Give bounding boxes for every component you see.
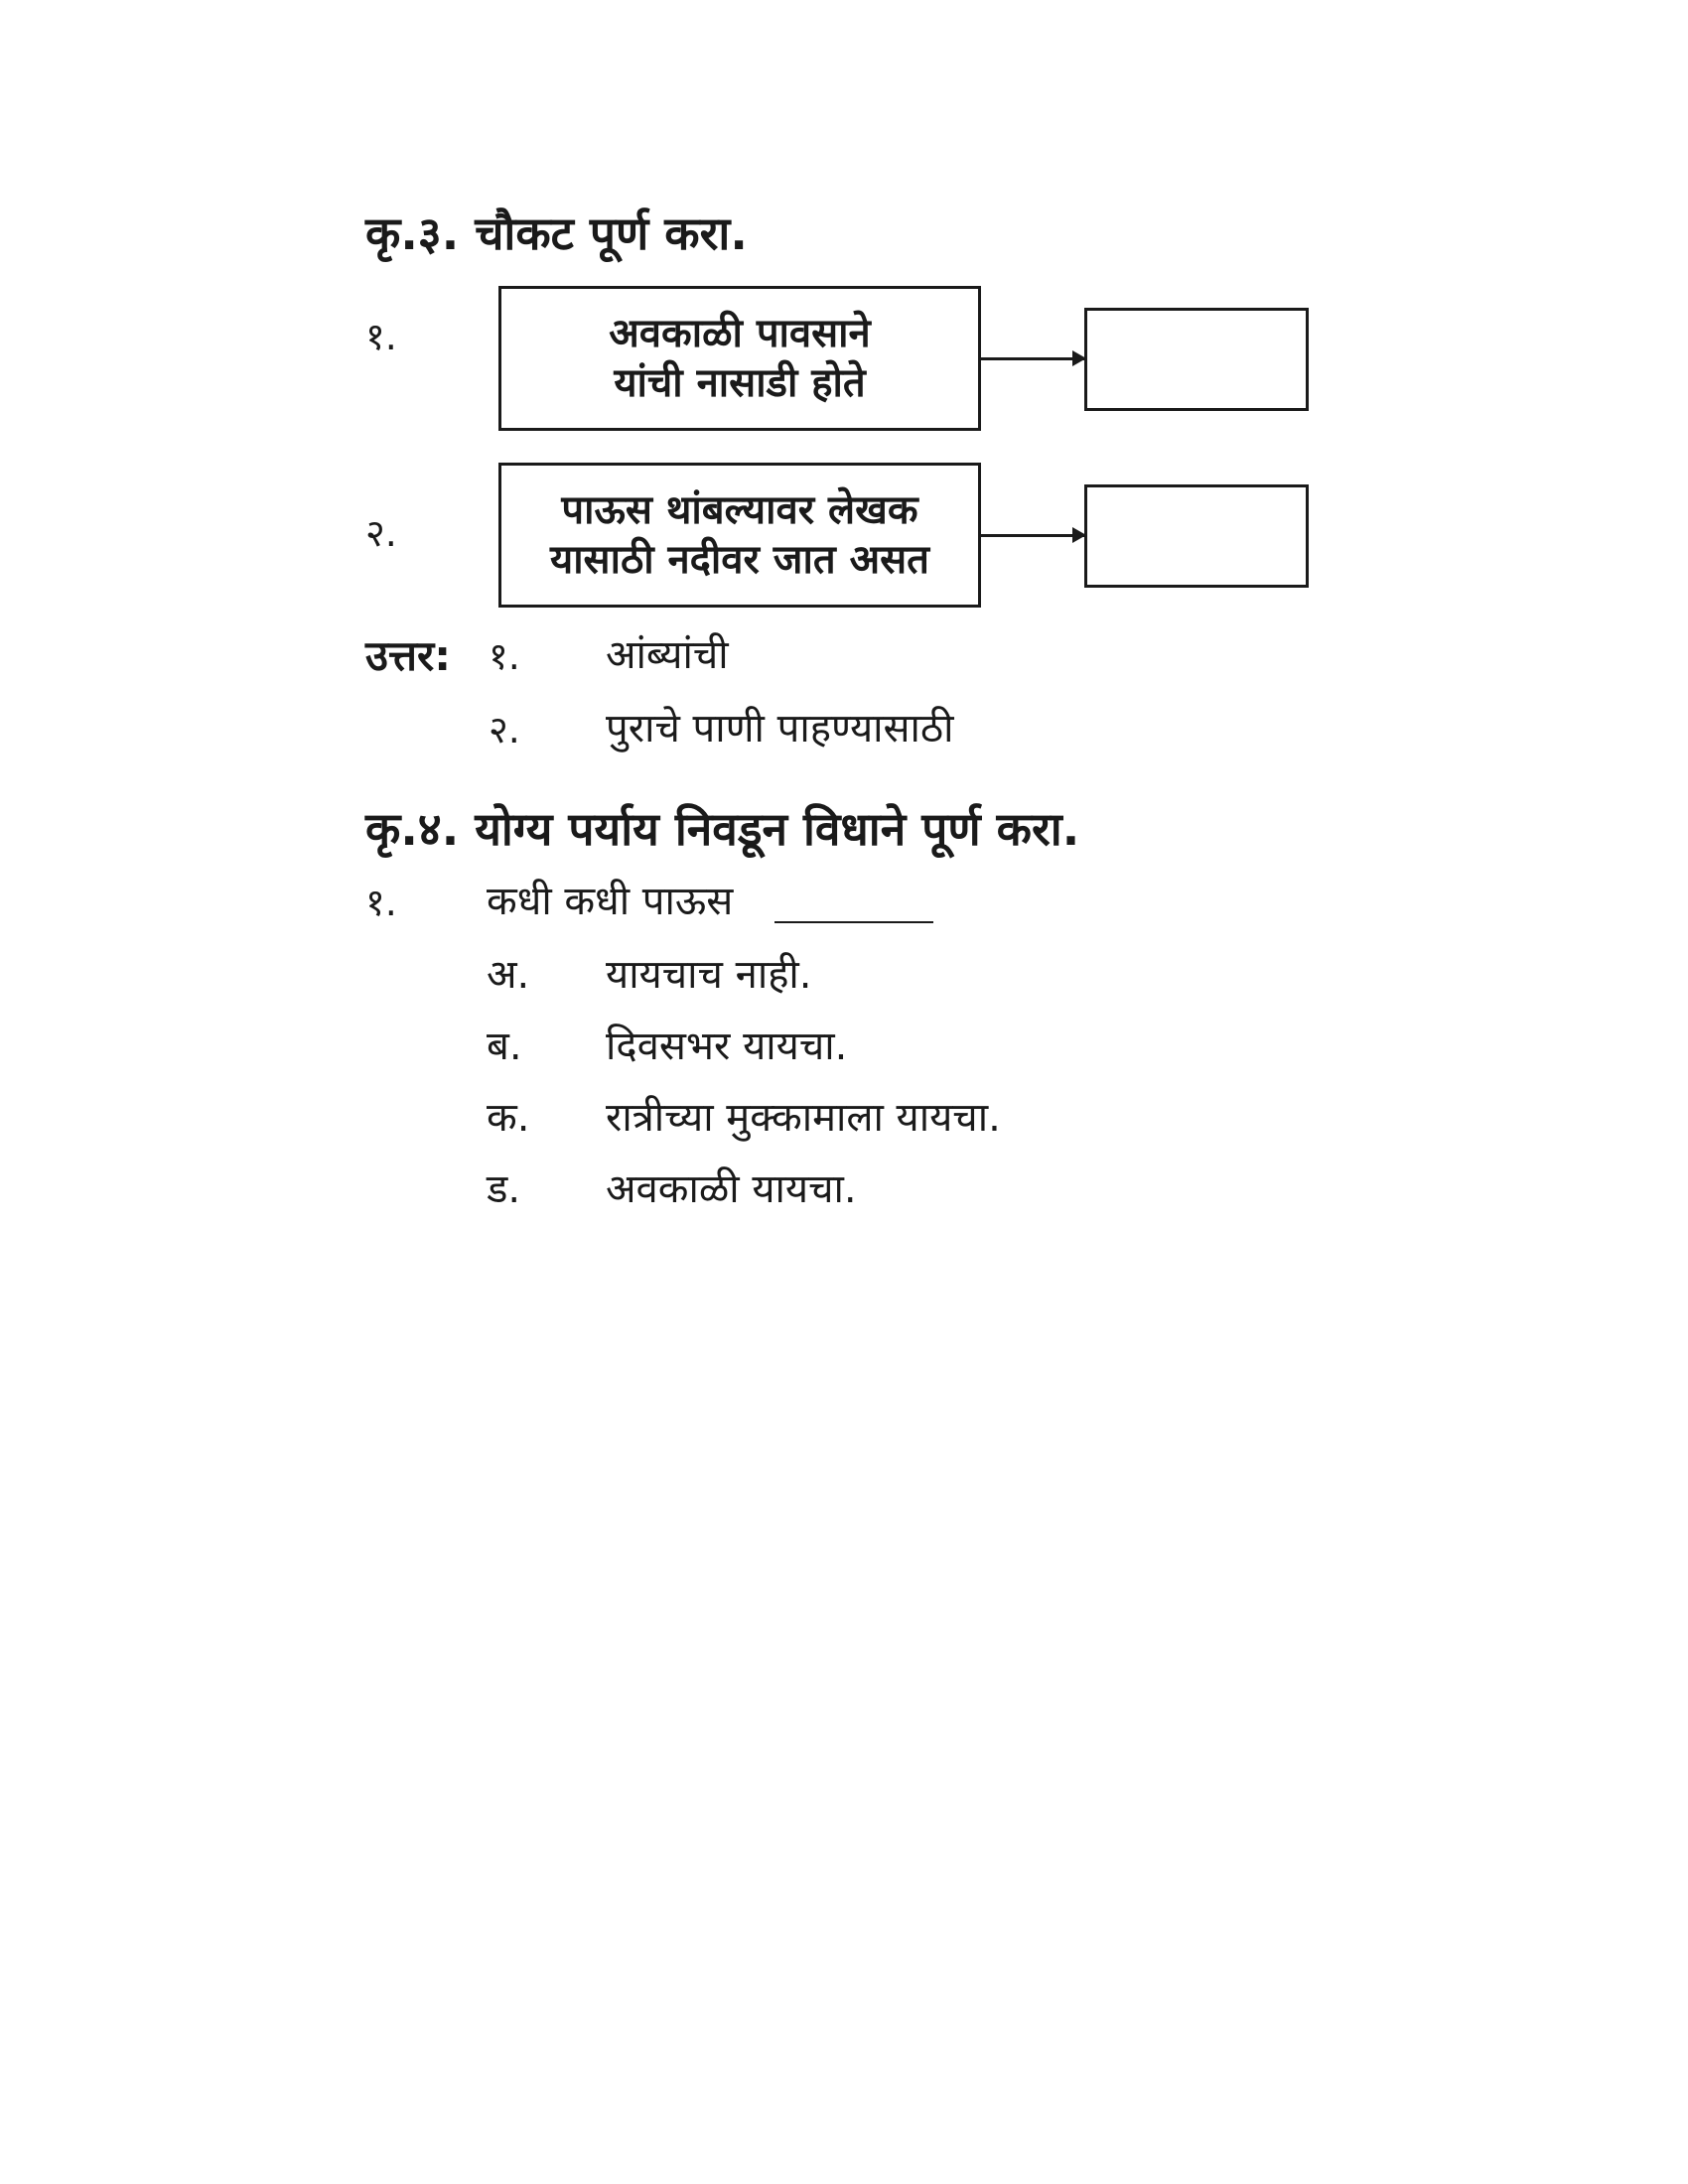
answer-2-text: पुराचे पाणी पाहण्यासाठी [606,706,954,751]
option-b-text: दिवसभर यायचा. [606,1024,848,1069]
q3-item-1-answer-box[interactable] [1084,308,1309,411]
answer-1-text: आंब्यांची [606,632,729,678]
q4-question-number: १. [365,881,397,924]
option-b-letter: ब. [487,1024,522,1069]
q3-item-2-number: २. [365,511,397,555]
q3-item-2-line-1: पाऊस थांबल्यावर लेखक [561,487,918,533]
q3-item-2-arrow [981,534,1084,537]
q3-item-2-answer-box[interactable] [1084,484,1309,588]
q3-item-1-number: १. [365,315,397,358]
q4-fill-blank[interactable] [774,921,933,923]
q4-question-text: कधी कधी पाऊस [487,879,734,924]
option-d-letter: ड. [487,1166,521,1212]
option-c-letter: क. [487,1095,530,1141]
answer-2-number: २. [489,708,520,751]
q3-item-1-line-2: यांची नासाडी होते [614,360,866,406]
q3-item-1-statement-box [498,286,981,431]
answer-1-number: १. [489,634,520,678]
q3-item-1-arrow [981,357,1084,360]
option-a-letter: अ. [487,952,530,998]
q3-item-2-line-2: यासाठी नदीवर जात असत [550,537,929,583]
q3-item-2-statement-box [498,463,981,608]
option-d-text: अवकाळी यायचा. [606,1166,857,1212]
option-c-text: रात्रीच्या मुक्कामाला यायचा. [606,1095,1001,1141]
q3-item-1-line-1: अवकाळी पावसाने [609,311,871,356]
q3-heading: कृ.३. चौकट पूर्ण करा. [365,206,748,260]
q4-heading: कृ.४. योग्य पर्याय निवडून विधाने पूर्ण करा. [365,802,1080,856]
option-a-text: यायचाच नाही. [606,952,812,998]
answer-label: उत्तर: [365,631,452,680]
